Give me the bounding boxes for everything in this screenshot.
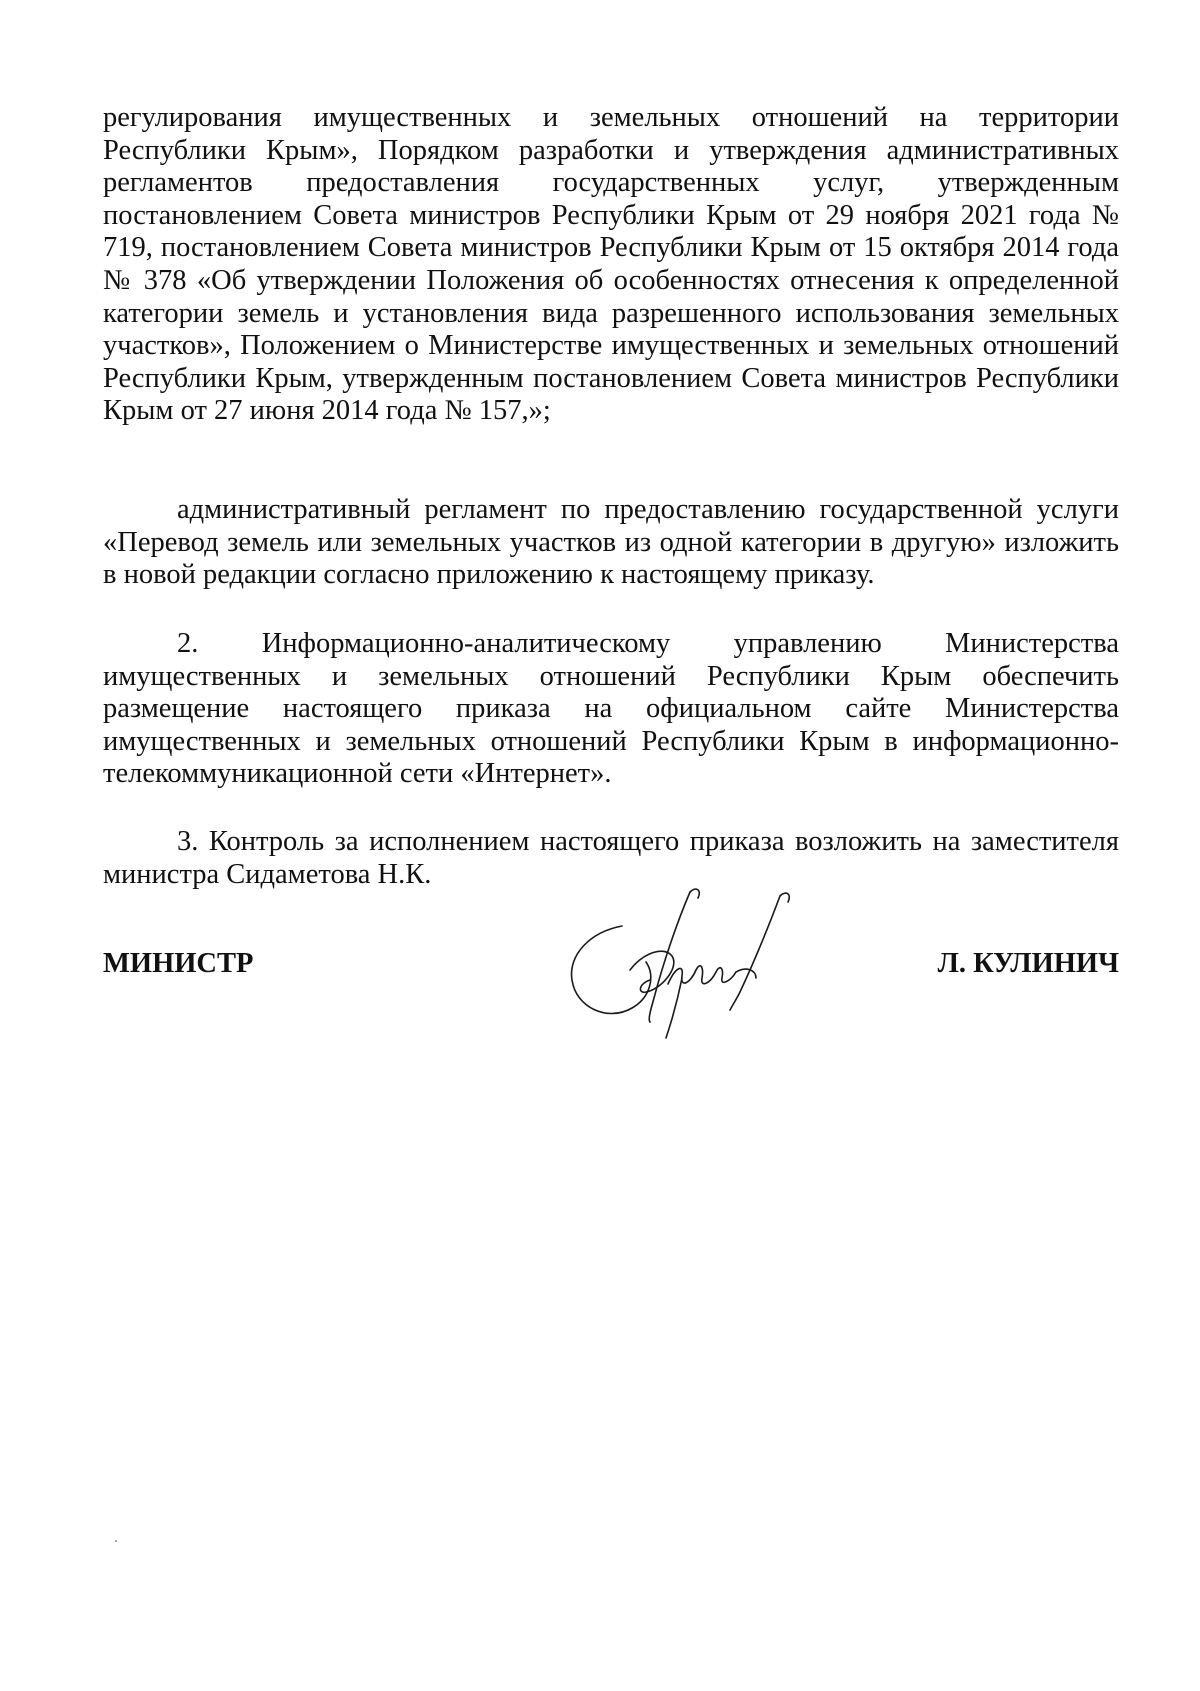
paragraph-item-3-control: 3. Контроль за исполнением настоящего приказа возложить на заместителя министра Сидаметова Н.К. <box>103 826 1119 890</box>
paragraph-item-2-publication: 2. Информационно-аналитическому управлению Министерства имущественных и земельных отношений Республики Крым обеспечить размещение настоящего приказа на официальном сайте Министерства имущественных и земельных отношений Республики Крым в информационно-телекоммуникационной сети «Интернет». <box>103 628 1119 790</box>
scan-artifact-dot <box>115 1540 117 1542</box>
handwritten-signature <box>560 880 850 1040</box>
paragraph-regulation-amendment: административный регламент по предоставлению государственной услуги «Перевод земель или земельных участков из одной категории в другую» изложить в новой редакции согласно приложению к настоящему приказу. <box>103 494 1119 591</box>
signer-name: Л. КУЛИНИЧ <box>937 948 1119 979</box>
paragraph-legal-basis: регулирования имущественных и земельных отношений на территории Республики Крым», Порядком разработки и утверждения административных регламентов предоставления государственных услуг, утвержденным постановлением Совета министров Республики Крым от 29 ноября 2021 года № 719, постановлением Совета министров Республики Крым от 15 октября 2014 года № 378 «Об утверждении Положения об особенностях отнесения к определенной категории земель и установления вида разрешенного использования земельных участков», Положением о Министерстве имущественных и земельных отношений Республики Крым, утвержденным постановлением Совета министров Республики Крым от 27 июня 2014 года № 157,»; <box>103 102 1119 427</box>
signer-position: МИНИСТР <box>103 948 254 979</box>
